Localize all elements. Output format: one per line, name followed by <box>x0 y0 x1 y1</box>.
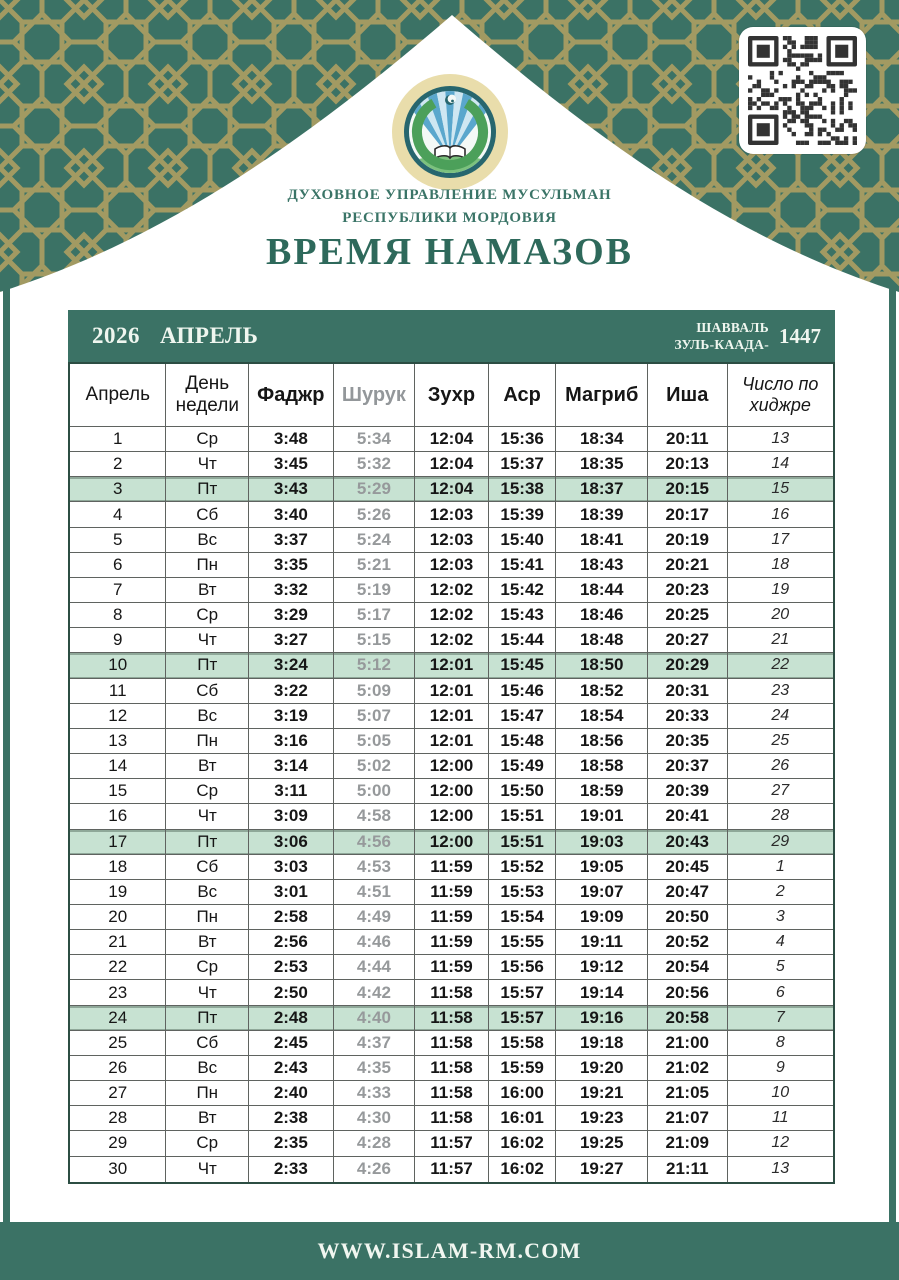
cell-shuruk-day26: 4:35 <box>334 1056 416 1081</box>
cell-zuhr-day10: 12:01 <box>415 653 489 678</box>
cell-isha-day22: 20:54 <box>648 955 728 980</box>
cell-maghrib-day15: 18:59 <box>556 779 648 804</box>
cell-asr-day27: 16:00 <box>489 1081 557 1106</box>
cell-hijri-day20: 3 <box>728 905 833 930</box>
cell-asr-day3: 15:38 <box>489 477 557 502</box>
cell-fajr-day4: 3:40 <box>249 502 334 527</box>
cell-hijri-day5: 17 <box>728 528 833 553</box>
cell-day-day25: 25 <box>70 1031 166 1056</box>
cell-isha-day21: 20:52 <box>648 930 728 955</box>
cell-day-day1: 1 <box>70 427 166 452</box>
cell-isha-day27: 21:05 <box>648 1081 728 1106</box>
cell-day-day22: 22 <box>70 955 166 980</box>
cell-shuruk-day1: 5:34 <box>334 427 416 452</box>
cell-asr-day9: 15:44 <box>489 628 557 653</box>
cell-fajr-day19: 3:01 <box>249 880 334 905</box>
cell-day-day6: 6 <box>70 553 166 578</box>
cell-day-day30: 30 <box>70 1157 166 1182</box>
cell-maghrib-day26: 19:20 <box>556 1056 648 1081</box>
cell-asr-day12: 15:47 <box>489 704 557 729</box>
cell-isha-day14: 20:37 <box>648 754 728 779</box>
cell-shuruk-day17: 4:56 <box>334 830 416 855</box>
cell-asr-day25: 15:58 <box>489 1031 557 1056</box>
cell-shuruk-day28: 4:30 <box>334 1106 416 1131</box>
cell-weekday-day15: Ср <box>166 779 249 804</box>
cell-zuhr-day24: 11:58 <box>415 1006 489 1031</box>
cell-shuruk-day22: 4:44 <box>334 955 416 980</box>
column-header-hijri: Число по хиджре <box>728 364 833 427</box>
cell-fajr-day14: 3:14 <box>249 754 334 779</box>
hijri-year: 1447 <box>779 323 821 348</box>
cell-day-day20: 20 <box>70 905 166 930</box>
cell-weekday-day13: Пн <box>166 729 249 754</box>
cell-zuhr-day29: 11:57 <box>415 1131 489 1156</box>
cell-weekday-day1: Ср <box>166 427 249 452</box>
cell-hijri-day1: 13 <box>728 427 833 452</box>
cell-maghrib-day11: 18:52 <box>556 679 648 704</box>
cell-maghrib-day6: 18:43 <box>556 553 648 578</box>
cell-hijri-day7: 19 <box>728 578 833 603</box>
cell-shuruk-day20: 4:49 <box>334 905 416 930</box>
cell-day-day19: 19 <box>70 880 166 905</box>
cell-fajr-day18: 3:03 <box>249 855 334 880</box>
qr-code[interactable] <box>739 27 866 154</box>
cell-asr-day7: 15:42 <box>489 578 557 603</box>
cell-shuruk-day19: 4:51 <box>334 880 416 905</box>
qr-code-pattern <box>748 36 857 145</box>
cell-fajr-day25: 2:45 <box>249 1031 334 1056</box>
cell-day-day5: 5 <box>70 528 166 553</box>
cell-day-day14: 14 <box>70 754 166 779</box>
cell-day-day2: 2 <box>70 452 166 477</box>
cell-maghrib-day5: 18:41 <box>556 528 648 553</box>
cell-shuruk-day14: 5:02 <box>334 754 416 779</box>
cell-fajr-day10: 3:24 <box>249 653 334 678</box>
cell-fajr-day30: 2:33 <box>249 1157 334 1182</box>
cell-maghrib-day4: 18:39 <box>556 502 648 527</box>
cell-asr-day5: 15:40 <box>489 528 557 553</box>
cell-day-day17: 17 <box>70 830 166 855</box>
cell-maghrib-day10: 18:50 <box>556 653 648 678</box>
cell-zuhr-day7: 12:02 <box>415 578 489 603</box>
cell-hijri-day4: 16 <box>728 502 833 527</box>
cell-hijri-day3: 15 <box>728 477 833 502</box>
cell-shuruk-day9: 5:15 <box>334 628 416 653</box>
cell-weekday-day22: Ср <box>166 955 249 980</box>
cell-asr-day28: 16:01 <box>489 1106 557 1131</box>
cell-zuhr-day30: 11:57 <box>415 1157 489 1182</box>
cell-asr-day24: 15:57 <box>489 1006 557 1031</box>
cell-fajr-day21: 2:56 <box>249 930 334 955</box>
cell-zuhr-day2: 12:04 <box>415 452 489 477</box>
cell-zuhr-day5: 12:03 <box>415 528 489 553</box>
cell-asr-day26: 15:59 <box>489 1056 557 1081</box>
column-header-zuhr: Зухр <box>415 364 489 427</box>
cell-weekday-day28: Вт <box>166 1106 249 1131</box>
cell-day-day29: 29 <box>70 1131 166 1156</box>
cell-hijri-day19: 2 <box>728 880 833 905</box>
cell-zuhr-day18: 11:59 <box>415 855 489 880</box>
cell-hijri-day22: 5 <box>728 955 833 980</box>
cell-zuhr-day8: 12:02 <box>415 603 489 628</box>
gregorian-year: 2026 <box>92 323 140 348</box>
cell-hijri-day8: 20 <box>728 603 833 628</box>
cell-hijri-day9: 21 <box>728 628 833 653</box>
cell-isha-day30: 21:11 <box>648 1157 728 1182</box>
cell-asr-day10: 15:45 <box>489 653 557 678</box>
column-header-shuruk: Шурук <box>334 364 416 427</box>
cell-zuhr-day15: 12:00 <box>415 779 489 804</box>
cell-asr-day16: 15:51 <box>489 804 557 829</box>
cell-shuruk-day23: 4:42 <box>334 980 416 1005</box>
cell-weekday-day5: Вс <box>166 528 249 553</box>
cell-day-day11: 11 <box>70 679 166 704</box>
cell-maghrib-day7: 18:44 <box>556 578 648 603</box>
cell-shuruk-day12: 5:07 <box>334 704 416 729</box>
cell-isha-day1: 20:11 <box>648 427 728 452</box>
cell-weekday-day16: Чт <box>166 804 249 829</box>
cell-hijri-day26: 9 <box>728 1056 833 1081</box>
cell-maghrib-day24: 19:16 <box>556 1006 648 1031</box>
cell-isha-day28: 21:07 <box>648 1106 728 1131</box>
cell-maghrib-day27: 19:21 <box>556 1081 648 1106</box>
cell-weekday-day27: Пн <box>166 1081 249 1106</box>
cell-zuhr-day14: 12:00 <box>415 754 489 779</box>
cell-zuhr-day28: 11:58 <box>415 1106 489 1131</box>
column-header-day: Апрель <box>70 364 166 427</box>
org-name-line2: РЕСПУБЛИКИ МОРДОВИЯ <box>342 210 557 226</box>
cell-zuhr-day1: 12:04 <box>415 427 489 452</box>
cell-isha-day3: 20:15 <box>648 477 728 502</box>
cell-maghrib-day3: 18:37 <box>556 477 648 502</box>
frame-left-border <box>3 288 10 1224</box>
cell-hijri-day16: 28 <box>728 804 833 829</box>
column-header-isha: Иша <box>648 364 728 427</box>
cell-day-day9: 9 <box>70 628 166 653</box>
cell-day-day26: 26 <box>70 1056 166 1081</box>
cell-zuhr-day20: 11:59 <box>415 905 489 930</box>
cell-fajr-day28: 2:38 <box>249 1106 334 1131</box>
cell-weekday-day30: Чт <box>166 1157 249 1182</box>
cell-zuhr-day17: 12:00 <box>415 830 489 855</box>
cell-maghrib-day28: 19:23 <box>556 1106 648 1131</box>
cell-shuruk-day15: 5:00 <box>334 779 416 804</box>
organization-logo <box>390 72 510 197</box>
cell-isha-day4: 20:17 <box>648 502 728 527</box>
cell-maghrib-day23: 19:14 <box>556 980 648 1005</box>
cell-shuruk-day11: 5:09 <box>334 679 416 704</box>
cell-weekday-day4: Сб <box>166 502 249 527</box>
cell-asr-day15: 15:50 <box>489 779 557 804</box>
cell-weekday-day29: Ср <box>166 1131 249 1156</box>
cell-hijri-day30: 13 <box>771 1160 790 1178</box>
cell-hijri-day27: 10 <box>728 1081 833 1106</box>
cell-weekday-day11: Сб <box>166 679 249 704</box>
cell-weekday-day25: Сб <box>166 1031 249 1056</box>
cell-shuruk-day3: 5:29 <box>334 477 416 502</box>
cell-day-day24: 24 <box>70 1006 166 1031</box>
cell-hijri-day15: 27 <box>728 779 833 804</box>
cell-shuruk-day5: 5:24 <box>334 528 416 553</box>
cell-isha-day23: 20:56 <box>648 980 728 1005</box>
cell-fajr-day27: 2:40 <box>249 1081 334 1106</box>
cell-fajr-day5: 3:37 <box>249 528 334 553</box>
cell-maghrib-day9: 18:48 <box>556 628 648 653</box>
cell-shuruk-day21: 4:46 <box>334 930 416 955</box>
cell-zuhr-day21: 11:59 <box>415 930 489 955</box>
cell-zuhr-day23: 11:58 <box>415 980 489 1005</box>
cell-asr-day6: 15:41 <box>489 553 557 578</box>
cell-weekday-day18: Сб <box>166 855 249 880</box>
cell-maghrib-day13: 18:56 <box>556 729 648 754</box>
cell-hijri-day2: 14 <box>728 452 833 477</box>
cell-fajr-day8: 3:29 <box>249 603 334 628</box>
cell-zuhr-day27: 11:58 <box>415 1081 489 1106</box>
cell-maghrib-day16: 19:01 <box>556 804 648 829</box>
cell-maghrib-day29: 19:25 <box>556 1131 648 1156</box>
cell-day-day28: 28 <box>70 1106 166 1131</box>
cell-day-day12: 12 <box>70 704 166 729</box>
cell-asr-day19: 15:53 <box>489 880 557 905</box>
table-title-bar <box>68 310 835 362</box>
cell-isha-day20: 20:50 <box>648 905 728 930</box>
cell-zuhr-day13: 12:01 <box>415 729 489 754</box>
frame-right-border <box>889 288 896 1224</box>
cell-day-day3: 3 <box>70 477 166 502</box>
cell-asr-day17: 15:51 <box>489 830 557 855</box>
cell-maghrib-day19: 19:07 <box>556 880 648 905</box>
cell-hijri-day24: 7 <box>728 1006 833 1031</box>
cell-maghrib-day2: 18:35 <box>556 452 648 477</box>
cell-hijri-day28: 11 <box>728 1106 833 1131</box>
cell-shuruk-day18: 4:53 <box>334 855 416 880</box>
cell-isha-day9: 20:27 <box>648 628 728 653</box>
cell-fajr-day3: 3:43 <box>249 477 334 502</box>
cell-asr-day22: 15:56 <box>489 955 557 980</box>
cell-fajr-day6: 3:35 <box>249 553 334 578</box>
website-link[interactable]: WWW.ISLAM-RM.COM <box>317 1238 582 1263</box>
cell-weekday-day20: Пн <box>166 905 249 930</box>
cell-shuruk-day10: 5:12 <box>334 653 416 678</box>
cell-fajr-day13: 3:16 <box>249 729 334 754</box>
cell-day-day27: 27 <box>70 1081 166 1106</box>
cell-weekday-day3: Пт <box>166 477 249 502</box>
open-book-icon <box>435 146 465 158</box>
cell-fajr-day26: 2:43 <box>249 1056 334 1081</box>
cell-isha-day6: 20:21 <box>648 553 728 578</box>
cell-weekday-day14: Вт <box>166 754 249 779</box>
cell-zuhr-day4: 12:03 <box>415 502 489 527</box>
cell-day-day18: 18 <box>70 855 166 880</box>
cell-maghrib-day25: 19:18 <box>556 1031 648 1056</box>
cell-maghrib-day18: 19:05 <box>556 855 648 880</box>
cell-maghrib-day14: 18:58 <box>556 754 648 779</box>
cell-zuhr-day19: 11:59 <box>415 880 489 905</box>
cell-asr-day20: 15:54 <box>489 905 557 930</box>
cell-hijri-day10: 22 <box>728 653 833 678</box>
cell-isha-day13: 20:35 <box>648 729 728 754</box>
cell-zuhr-day6: 12:03 <box>415 553 489 578</box>
cell-fajr-day11: 3:22 <box>249 679 334 704</box>
cell-asr-day8: 15:43 <box>489 603 557 628</box>
cell-isha-day25: 21:00 <box>648 1031 728 1056</box>
cell-fajr-day7: 3:32 <box>249 578 334 603</box>
cell-asr-day23: 15:57 <box>489 980 557 1005</box>
cell-weekday-day9: Чт <box>166 628 249 653</box>
cell-weekday-day19: Вс <box>166 880 249 905</box>
cell-weekday-day23: Чт <box>166 980 249 1005</box>
cell-maghrib-day17: 19:03 <box>556 830 648 855</box>
cell-asr-day2: 15:37 <box>489 452 557 477</box>
cell-asr-day4: 15:39 <box>489 502 557 527</box>
cell-day-day16: 16 <box>70 804 166 829</box>
cell-weekday-day24: Пт <box>166 1006 249 1031</box>
table-grid <box>68 362 835 1184</box>
cell-isha-day18: 20:45 <box>648 855 728 880</box>
cell-hijri-day17: 29 <box>728 830 833 855</box>
cell-hijri-day11: 23 <box>728 679 833 704</box>
cell-fajr-day22: 2:53 <box>249 955 334 980</box>
cell-weekday-day21: Вт <box>166 930 249 955</box>
cell-asr-day29: 16:02 <box>489 1131 557 1156</box>
cell-zuhr-day22: 11:59 <box>415 955 489 980</box>
cell-weekday-day8: Ср <box>166 603 249 628</box>
column-header-fajr: Фаджр <box>249 364 334 427</box>
cell-fajr-day2: 3:45 <box>249 452 334 477</box>
cell-isha-day10: 20:29 <box>648 653 728 678</box>
cell-isha-day16: 20:41 <box>648 804 728 829</box>
cell-zuhr-day16: 12:00 <box>415 804 489 829</box>
cell-day-day21: 21 <box>70 930 166 955</box>
prayer-times-table <box>68 310 835 1184</box>
cell-maghrib-day12: 18:54 <box>556 704 648 729</box>
cell-isha-day8: 20:25 <box>648 603 728 628</box>
cell-isha-day29: 21:09 <box>648 1131 728 1156</box>
cell-hijri-day14: 26 <box>728 754 833 779</box>
cell-day-day8: 8 <box>70 603 166 628</box>
cell-maghrib-day8: 18:46 <box>556 603 648 628</box>
gregorian-month: АПРЕЛЬ <box>160 323 259 348</box>
cell-maghrib-day20: 19:09 <box>556 905 648 930</box>
cell-fajr-day17: 3:06 <box>249 830 334 855</box>
cell-fajr-day20: 2:58 <box>249 905 334 930</box>
cell-shuruk-day2: 5:32 <box>334 452 416 477</box>
cell-isha-day17: 20:43 <box>648 830 728 855</box>
cell-fajr-day12: 3:19 <box>249 704 334 729</box>
cell-fajr-day24: 2:48 <box>249 1006 334 1031</box>
cell-zuhr-day25: 11:58 <box>415 1031 489 1056</box>
cell-fajr-day15: 3:11 <box>249 779 334 804</box>
cell-day-day15: 15 <box>70 779 166 804</box>
cell-isha-day5: 20:19 <box>648 528 728 553</box>
cell-isha-day12: 20:33 <box>648 704 728 729</box>
footer-bar <box>0 1222 899 1280</box>
cell-weekday-day10: Пт <box>166 653 249 678</box>
cell-maghrib-day1: 18:34 <box>556 427 648 452</box>
cell-asr-day13: 15:48 <box>489 729 557 754</box>
cell-zuhr-day3: 12:04 <box>415 477 489 502</box>
cell-weekday-day6: Пн <box>166 553 249 578</box>
cell-isha-day24: 20:58 <box>648 1006 728 1031</box>
cell-day-day10: 10 <box>70 653 166 678</box>
cell-hijri-day21: 4 <box>728 930 833 955</box>
column-header-maghrib: Магриб <box>556 364 648 427</box>
cell-shuruk-day27: 4:33 <box>334 1081 416 1106</box>
cell-shuruk-day4: 5:26 <box>334 502 416 527</box>
cell-day-day4: 4 <box>70 502 166 527</box>
cell-shuruk-day7: 5:19 <box>334 578 416 603</box>
cell-shuruk-day6: 5:21 <box>334 553 416 578</box>
cell-day-day23: 23 <box>70 980 166 1005</box>
cell-asr-day21: 15:55 <box>489 930 557 955</box>
cell-asr-day1: 15:36 <box>489 427 557 452</box>
hijri-month-line2: ЗУЛЬ-КААДА- <box>674 337 769 352</box>
cell-hijri-day29: 12 <box>728 1131 833 1156</box>
cell-maghrib-day22: 19:12 <box>556 955 648 980</box>
cell-hijri-day23: 6 <box>728 980 833 1005</box>
cell-shuruk-day30: 4:26 <box>334 1157 416 1182</box>
cell-zuhr-day26: 11:58 <box>415 1056 489 1081</box>
cell-isha-day11: 20:31 <box>648 679 728 704</box>
cell-fajr-day23: 2:50 <box>249 980 334 1005</box>
cell-fajr-day16: 3:09 <box>249 804 334 829</box>
cell-maghrib-day30: 19:27 <box>556 1157 648 1182</box>
cell-weekday-day26: Вс <box>166 1056 249 1081</box>
page-title: ВРЕМЯ НАМАЗОВ <box>265 231 634 273</box>
column-header-weekday: День недели <box>166 364 249 427</box>
cell-weekday-day7: Вт <box>166 578 249 603</box>
cell-fajr-day1: 3:48 <box>249 427 334 452</box>
cell-asr-day18: 15:52 <box>489 855 557 880</box>
cell-hijri-day13: 25 <box>728 729 833 754</box>
cell-hijri-day12: 24 <box>728 704 833 729</box>
cell-hijri-day18: 1 <box>728 855 833 880</box>
column-header-asr: Аср <box>489 364 557 427</box>
cell-day-day7: 7 <box>70 578 166 603</box>
cell-asr-day11: 15:46 <box>489 679 557 704</box>
cell-zuhr-day9: 12:02 <box>415 628 489 653</box>
cell-weekday-day17: Пт <box>166 830 249 855</box>
cell-isha-day19: 20:47 <box>648 880 728 905</box>
cell-zuhr-day12: 12:01 <box>415 704 489 729</box>
cell-shuruk-day16: 4:58 <box>334 804 416 829</box>
cell-weekday-day2: Чт <box>166 452 249 477</box>
cell-shuruk-day25: 4:37 <box>334 1031 416 1056</box>
cell-zuhr-day11: 12:01 <box>415 679 489 704</box>
cell-fajr-day9: 3:27 <box>249 628 334 653</box>
cell-shuruk-day29: 4:28 <box>334 1131 416 1156</box>
cell-shuruk-day13: 5:05 <box>334 729 416 754</box>
cell-shuruk-day8: 5:17 <box>334 603 416 628</box>
cell-day-day13: 13 <box>70 729 166 754</box>
cell-isha-day15: 20:39 <box>648 779 728 804</box>
cell-isha-day2: 20:13 <box>648 452 728 477</box>
cell-maghrib-day21: 19:11 <box>556 930 648 955</box>
cell-hijri-day6: 18 <box>728 553 833 578</box>
cell-shuruk-day24: 4:40 <box>334 1006 416 1031</box>
hijri-month-line1: ШАВВАЛЬ <box>696 320 769 335</box>
cell-asr-day30: 16:02 <box>489 1157 557 1182</box>
cell-hijri-day25: 8 <box>728 1031 833 1056</box>
cell-asr-day14: 15:49 <box>489 754 557 779</box>
org-name-line1: ДУХОВНОЕ УПРАВЛЕНИЕ МУСУЛЬМАН <box>287 187 612 203</box>
cell-isha-day7: 20:23 <box>648 578 728 603</box>
cell-fajr-day29: 2:35 <box>249 1131 334 1156</box>
cell-isha-day26: 21:02 <box>648 1056 728 1081</box>
cell-weekday-day12: Вс <box>166 704 249 729</box>
